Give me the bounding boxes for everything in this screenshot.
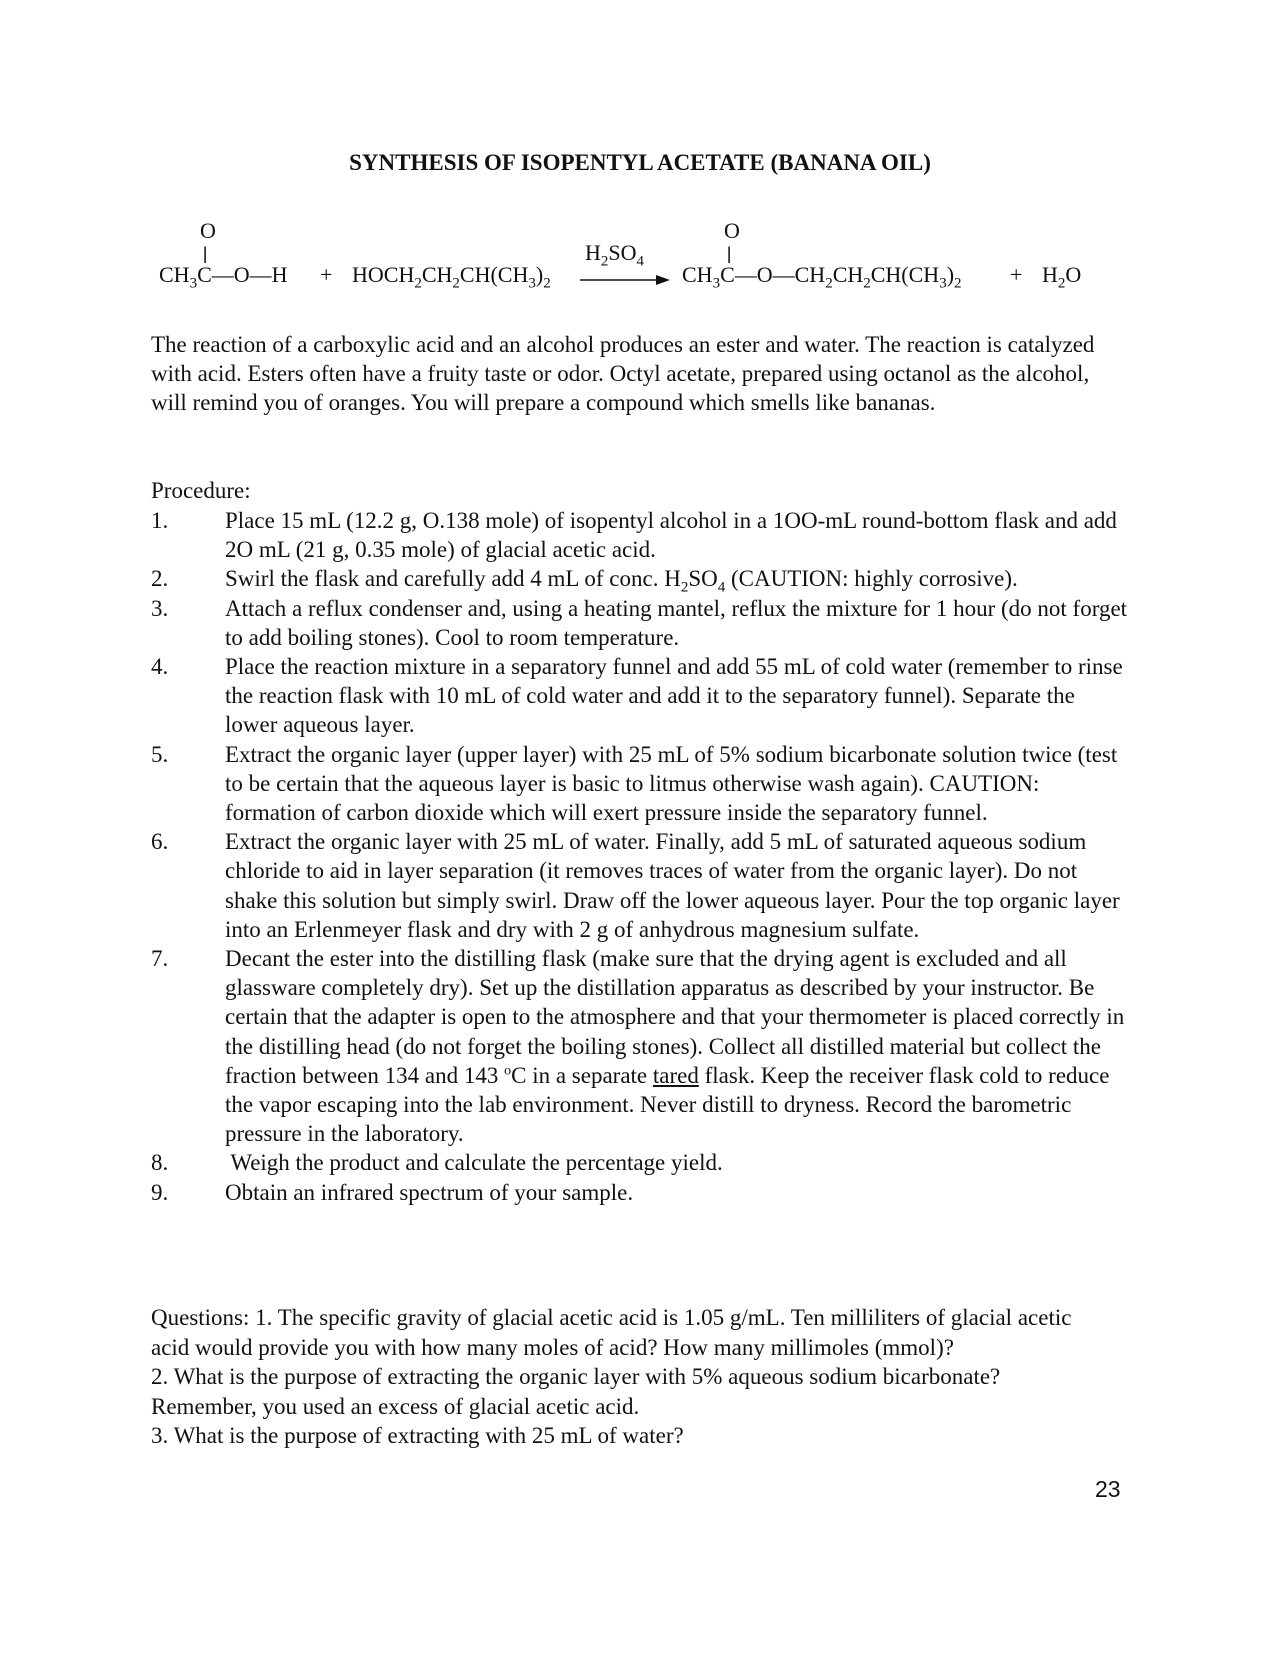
procedure-step: 5. Extract the organic layer (upper layer) with 25 mL of 5% sodium bicarbonate solution twice (test to be certain that the aqueous layer is basic to litmus otherwise wash again). CAUTION: formation of carbon dioxide which will exert pressure inside the separatory funnel. xyxy=(151,741,1118,826)
intro-paragraph: The reaction of a carboxylic acid and an alcohol produces an ester and water. The reaction is catalyzed with acid. Esters often have a fruity taste or odor. Octyl acetate, prepared using octanol as the alcohol, will remind you of oranges. You will prepare a compound which smells like bananas. xyxy=(151,332,1095,415)
questions-section xyxy=(151,1303,1111,1451)
isopentyl-acetate-formula: $CH_3C—O—CH_2CH_2CH(CH_3)_2$ xyxy=(682,262,962,292)
water-formula: $H_2O$ xyxy=(1042,262,1082,292)
underlined-word: tared xyxy=(652,1062,699,1088)
procedure-step: 9. Obtain an infrared spectrum of your sample. xyxy=(151,1179,634,1205)
question-item: 2. What is the purpose of extracting the organic layer with 5% aqueous sodium bicarbonate? Remember, you used an excess of glacial acetic acid. xyxy=(151,1364,1001,1419)
plus-sign: + xyxy=(1010,262,1023,287)
question-item: 3. What is the purpose of extracting with 25 mL of water? xyxy=(151,1423,684,1448)
procedure-step: 3. Attach a reflux condenser and, using a heating mantel, reflux the mixture for 1 hour (do not forget to add boiling stones). Cool to room temperature. xyxy=(151,595,1128,650)
double-bond: || xyxy=(727,243,729,263)
procedure-list xyxy=(151,506,1131,1207)
reaction-equation xyxy=(0,218,1280,298)
isopentyl-alcohol-formula: $HOCH_2CH_2CH(CH_3)_2$ xyxy=(352,262,551,292)
procedure-step: 7. Decant the ester into the distilling flask (make sure that the drying agent is excluded and all glassware completely dry). Set up the distillation apparatus as described by your instructor. Be certain that the adapter is open to the atmosphere and that your thermometer is placed correctly in the distilling head (do not forget the boiling stones). Collect all distilled material but collect the fraction between 134 and 143 $^o$C in a separate tared flask. Keep the receiver flask cold to reduce the vapor escaping into the lab environment. Never distill to dryness. Record the barometric pressure in the laboratory. xyxy=(151,946,1125,1147)
plus-sign: + xyxy=(320,262,333,287)
catalyst-label: $H_2SO_4$ xyxy=(585,240,645,270)
procedure-heading: Procedure: xyxy=(151,478,251,503)
procedure-step: 2. Swirl the flask and carefully add 4 mL of conc. $H_2SO_4$ (CAUTION: highly corrosive). xyxy=(151,566,1018,596)
acetic-acid-formula: $CH_3C—O—H$ xyxy=(159,262,288,292)
procedure-step: 8. Weigh the product and calculate the percentage yield. xyxy=(151,1150,723,1176)
page-number: 23 xyxy=(1095,1476,1121,1502)
question-item: Questions: 1. The specific gravity of glacial acetic acid is 1.05 g/mL. Ten milliliters of glacial acetic acid would provide you with how many moles of acid? How many millimoles (mmol)? xyxy=(151,1305,1072,1360)
carbonyl-oxygen: O xyxy=(200,218,216,243)
procedure-step: 1. Place 15 mL (12.2 g, O.138 mole) of isopentyl alcohol in a 1OO-mL round-bottom flask and add 2O mL (21 g, 0.35 mole) of glacial acetic acid. xyxy=(151,508,1117,563)
reaction-arrow-icon xyxy=(580,273,670,287)
page-title: SYNTHESIS OF ISOPENTYL ACETATE (BANANA OIL) xyxy=(349,150,931,175)
carbonyl-oxygen: O xyxy=(724,218,740,243)
double-bond: || xyxy=(203,243,205,263)
procedure-step: 4. Place the reaction mixture in a separatory funnel and add 55 mL of cold water (remember to rinse the reaction flask with 10 mL of cold water and add it to the separatory funnel). Separate the lower aqueous layer. xyxy=(151,654,1123,738)
procedure-step: 6. Extract the organic layer with 25 mL of water. Finally, add 5 mL of saturated aqueous sodium chloride to aid in layer separation (it removes traces of water from the organic layer). Do not shake this solution but simply swirl. Draw off the lower aqueous layer. Pour the top organic layer into an Erlenmeyer flask and dry with 2 g of anhydrous magnesium sulfate. xyxy=(151,829,1120,942)
